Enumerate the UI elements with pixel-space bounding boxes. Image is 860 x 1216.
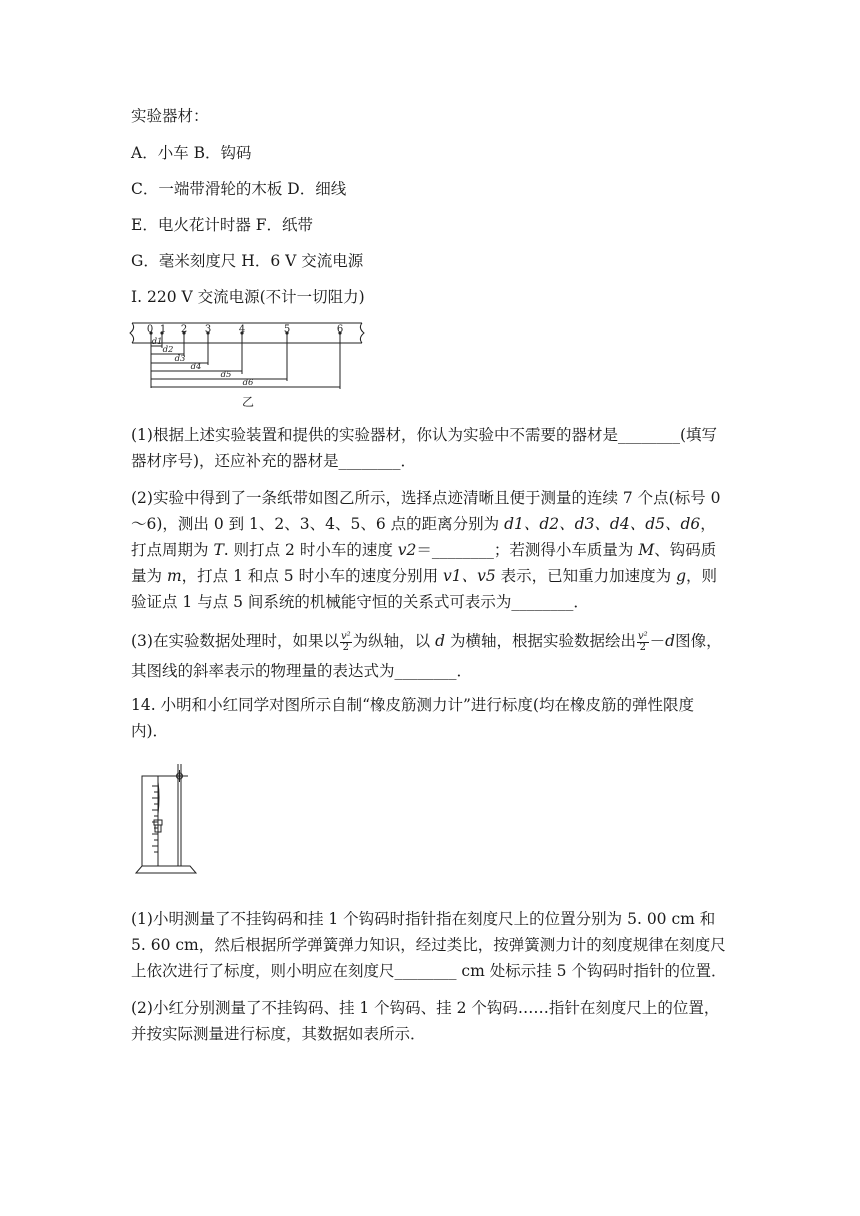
q13-part-1 (131, 422, 731, 474)
q13-p3-c: 为横轴，根据实验数据绘出 (445, 632, 636, 650)
q13-p2-b: ，打点周期为 (131, 515, 716, 559)
materials-line-cd: C．一端带滑轮的木板 D．细线 (131, 180, 347, 198)
symbol-v1-v5: v1、v5 (443, 567, 496, 585)
fraction-denominator: 2 (342, 641, 349, 653)
q13-p3-e: 图像，其图线的斜率表示的物理量的表达式为________． (131, 632, 722, 680)
symbol-d-list: d1、d2、d3、d4、d5、d6 (504, 515, 701, 533)
q14-part-1 (131, 906, 731, 984)
tape-distance-label: d3 (174, 354, 186, 364)
materials-line-gh: G．毫米刻度尺 H．6 V 交流电源 (131, 252, 364, 270)
q13-p2-c: . 则打点 2 时小车的速度 (223, 541, 398, 559)
fraction-v2-over-2 (637, 632, 649, 653)
tape-distance-label: d2 (162, 345, 174, 355)
q13-p3-d: － (649, 632, 666, 650)
q13-part-2-text (131, 485, 731, 615)
tape-point-label: 0 (146, 324, 154, 335)
materials-line-ef: E．电火花计时器 F．纸带 (131, 216, 313, 234)
q13-p3-a: (3)在实验数据处理时，如果以 (131, 632, 339, 650)
materials-line-i: I. 220 V 交流电源(不计一切阻力) (131, 288, 365, 306)
tape-distance-label: d4 (190, 362, 202, 372)
tape-point-label: 3 (204, 324, 212, 335)
tape-distance-label: d6 (242, 378, 254, 388)
tape-distance-label: d5 (220, 370, 232, 380)
fraction-v2-over-2 (340, 632, 352, 653)
symbol-g: g (676, 567, 687, 585)
fraction-numerator: v² (340, 630, 351, 642)
fraction-numerator: v² (637, 630, 648, 642)
symbol-m: m (166, 567, 182, 585)
tape-point-label: 4 (238, 324, 246, 335)
fraction-denominator: 2 (639, 641, 646, 653)
q14-part-2 (131, 995, 731, 1047)
q13-part-2 (131, 485, 731, 615)
tape-figure-caption: 乙 (241, 395, 255, 409)
materials-title: 实验器材： (131, 107, 209, 125)
q14-part-1-text: (1)小明测量了不挂钩码和挂 1 个钩码时指针指在刻度尺上的位置分别为 5. 00 cm 和 5. 60 cm，然后根据所学弹簧弹力知识，经过类比，按弹簧测力计的刻度规律在刻度尺上依次进行了标度，则小明应在刻度尺________ cm 处标示挂 5 个钩码时指针的位置． (131, 910, 727, 980)
tape-point-label: 6 (336, 324, 344, 335)
q14-part-2-text: (2)小红分别测量了不挂钩码、挂 1 个钩码、挂 2 个钩码……指针在刻度尺上的位置，并按实际测量进行标度，其数据如表所示． (131, 999, 720, 1043)
symbol-T: T (213, 541, 224, 559)
q13-p2-h: ，则验证点 1 与点 5 间系统的机械能守恒的关系式可表示为________． (131, 567, 718, 611)
q14-intro-text: 14. 小明和小红同学对图所示自制“橡皮筋测力计”进行标度(均在橡皮筋的弹性限度内)． (131, 696, 694, 740)
symbol-M: M (638, 541, 655, 559)
symbol-v2: v2 (397, 541, 417, 559)
symbol-d: d (435, 632, 446, 650)
q14-intro (131, 692, 731, 744)
tape-point-label: 1 (159, 324, 167, 335)
q13-part-1-text: (1)根据上述实验装置和提供的实验器材，你认为实验中不需要的器材是________(填写器材序号)，还应补充的器材是________． (131, 426, 718, 470)
q13-part-3-text (131, 626, 731, 686)
q13-p2-f: ，打点 1 和点 5 时小车的速度分别用 (181, 567, 443, 585)
q13-p3-b: 为纵轴，以 (352, 632, 436, 650)
q13-p2-g: 表示，已知重力加速度为 (495, 567, 677, 585)
rubber-band-meter-figure (134, 762, 198, 880)
tape-distance-label: d1 (151, 337, 163, 347)
q13-p2-e: 、钩码质量为 (131, 541, 717, 585)
q13-part-3 (131, 626, 731, 686)
materials-line-ab: A．小车 B．钩码 (131, 144, 252, 162)
tape-point-label: 2 (180, 324, 188, 335)
q13-p2-d: ＝________；若测得小车质量为 (416, 541, 639, 559)
tape-point-label: 5 (283, 324, 291, 335)
q13-p2-a: (2)实验中得到了一条纸带如图乙所示，选择点迹清晰且便于测量的连续 7 个点(标号 0～6)，测出 0 到 1、2、3、4、5、6 点的距离分别为 (131, 489, 721, 533)
symbol-d: d (665, 632, 676, 650)
paper-tape-figure (128, 318, 368, 410)
